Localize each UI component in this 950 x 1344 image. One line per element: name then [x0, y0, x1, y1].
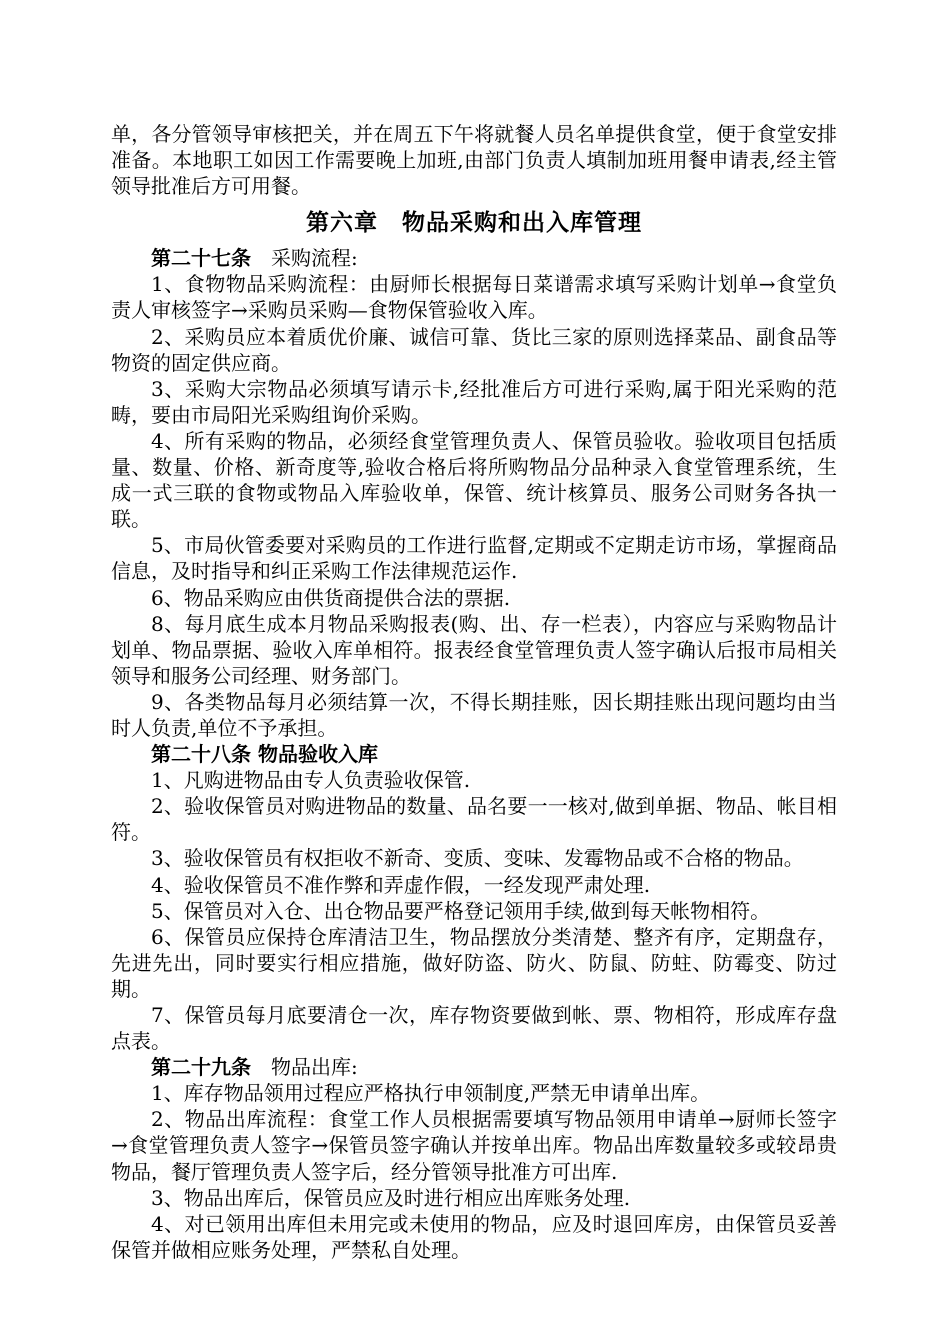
- article-title: 第二十九条: [151, 1055, 251, 1080]
- article-item: 6、保管员应保持仓库清洁卫生，物品摆放分类清楚、整齐有序，定期盘存，先进先出，同时要实行相应措施，做好防盗、防火、防鼠、防蛀、防霉变、防过期。: [111, 924, 837, 1001]
- article-item: 1、食物物品采购流程：由厨师长根据每日菜谱需求填写采购计划单→食堂负责人审核签字→采购员采购—食物保管验收入库。: [111, 272, 837, 323]
- intro-paragraph: 单，各分管领导审核把关，并在周五下午将就餐人员名单提供食堂，便于食堂安排准备。本地职工如因工作需要晚上加班,由部门负责人填制加班用餐申请表,经主管领导批准后方可用餐。: [111, 122, 837, 199]
- article-subtitle: 物品出库:: [271, 1055, 358, 1080]
- article-29: [111, 1054, 837, 1263]
- article-heading: [111, 245, 837, 271]
- article-subtitle: 采购流程:: [271, 246, 358, 271]
- article-item: 3、验收保管员有权拒收不新奇、变质、变味、发霉物品或不合格的物品。: [151, 846, 804, 871]
- article-item: 8、每月底生成本月物品采购报表(购、出、存一栏表），内容应与采购物品计划单、物品票据、验收入库单相符。报表经食堂管理负责人签字确认后报市局相关领导和服务公司经理、财务部门。: [111, 611, 837, 688]
- article-item: 3、物品出库后，保管员应及时进行相应出库账务处理.: [151, 1185, 631, 1210]
- article-item: 5、保管员对入仓、出仓物品要严格登记领用手续,做到每天帐物相符。: [151, 898, 771, 923]
- article-item: 5、市局伙管委要对采购员的工作进行监督,定期或不定期走访市场，掌握商品信息，及时指导和纠正采购工作法律规范运作.: [111, 533, 837, 584]
- article-item: 9、各类物品每月必须结算一次，不得长期挂账，因长期挂账出现问题均由当时人负责,单位不予承担。: [111, 689, 837, 740]
- article-heading: [111, 741, 837, 767]
- article-27: [111, 245, 837, 741]
- article-item: 1、库存物品领用过程应严格执行申领制度,严禁无申请单出库。: [151, 1081, 711, 1106]
- article-item: 4、对已领用出库但未用完或未使用的物品，应及时退回库房，由保管员妥善保管并做相应账务处理，严禁私自处理。: [111, 1211, 837, 1262]
- document-page: [111, 121, 837, 1263]
- article-item: 7、保管员每月底要清仓一次，库存物资要做到帐、票、物相符，形成库存盘点表。: [111, 1003, 837, 1054]
- article-item: 6、物品采购应由供货商提供合法的票据.: [151, 585, 511, 610]
- article-28: [111, 741, 837, 1054]
- article-item: 4、验收保管员不准作弊和弄虚作假，一经发现严肃处理.: [151, 872, 651, 897]
- article-item: 1、凡购进物品由专人负责验收保管.: [151, 768, 471, 793]
- article-title: 第二十七条: [151, 246, 251, 271]
- article-item: 2、物品出库流程：食堂工作人员根据需要填写物品领用申请单→厨师长签字→食堂管理负责人签字→保管员签字确认并按单出库。物品出库数量较多或较昂贵物品，餐厅管理负责人签字后，经分管领导批准方可出库.: [111, 1107, 837, 1184]
- article-item: 3、采购大宗物品必须填写请示卡,经批准后方可进行采购,属于阳光采购的范畴，要由市局阳光采购组询价采购。: [111, 376, 837, 427]
- article-item: 4、所有采购的物品，必须经食堂管理负责人、保管员验收。验收项目包括质量、数量、价格、新奇度等,验收合格后将所购物品分品种录入食堂管理系统，生成一式三联的食物或物品入库验收单，保管、统计核算员、服务公司财务各执一联。: [111, 428, 837, 532]
- article-item: 2、采购员应本着质优价廉、诚信可靠、货比三家的原则选择菜品、副食品等物资的固定供应商。: [111, 324, 837, 375]
- chapter-title: 第六章 物品采购和出入库管理: [306, 210, 642, 237]
- article-title: 第二十八条 物品验收入库: [151, 742, 378, 767]
- article-item: 2、验收保管员对购进物品的数量、品名要一一核对,做到单据、物品、帐目相符。: [111, 794, 837, 845]
- article-heading: [111, 1054, 837, 1080]
